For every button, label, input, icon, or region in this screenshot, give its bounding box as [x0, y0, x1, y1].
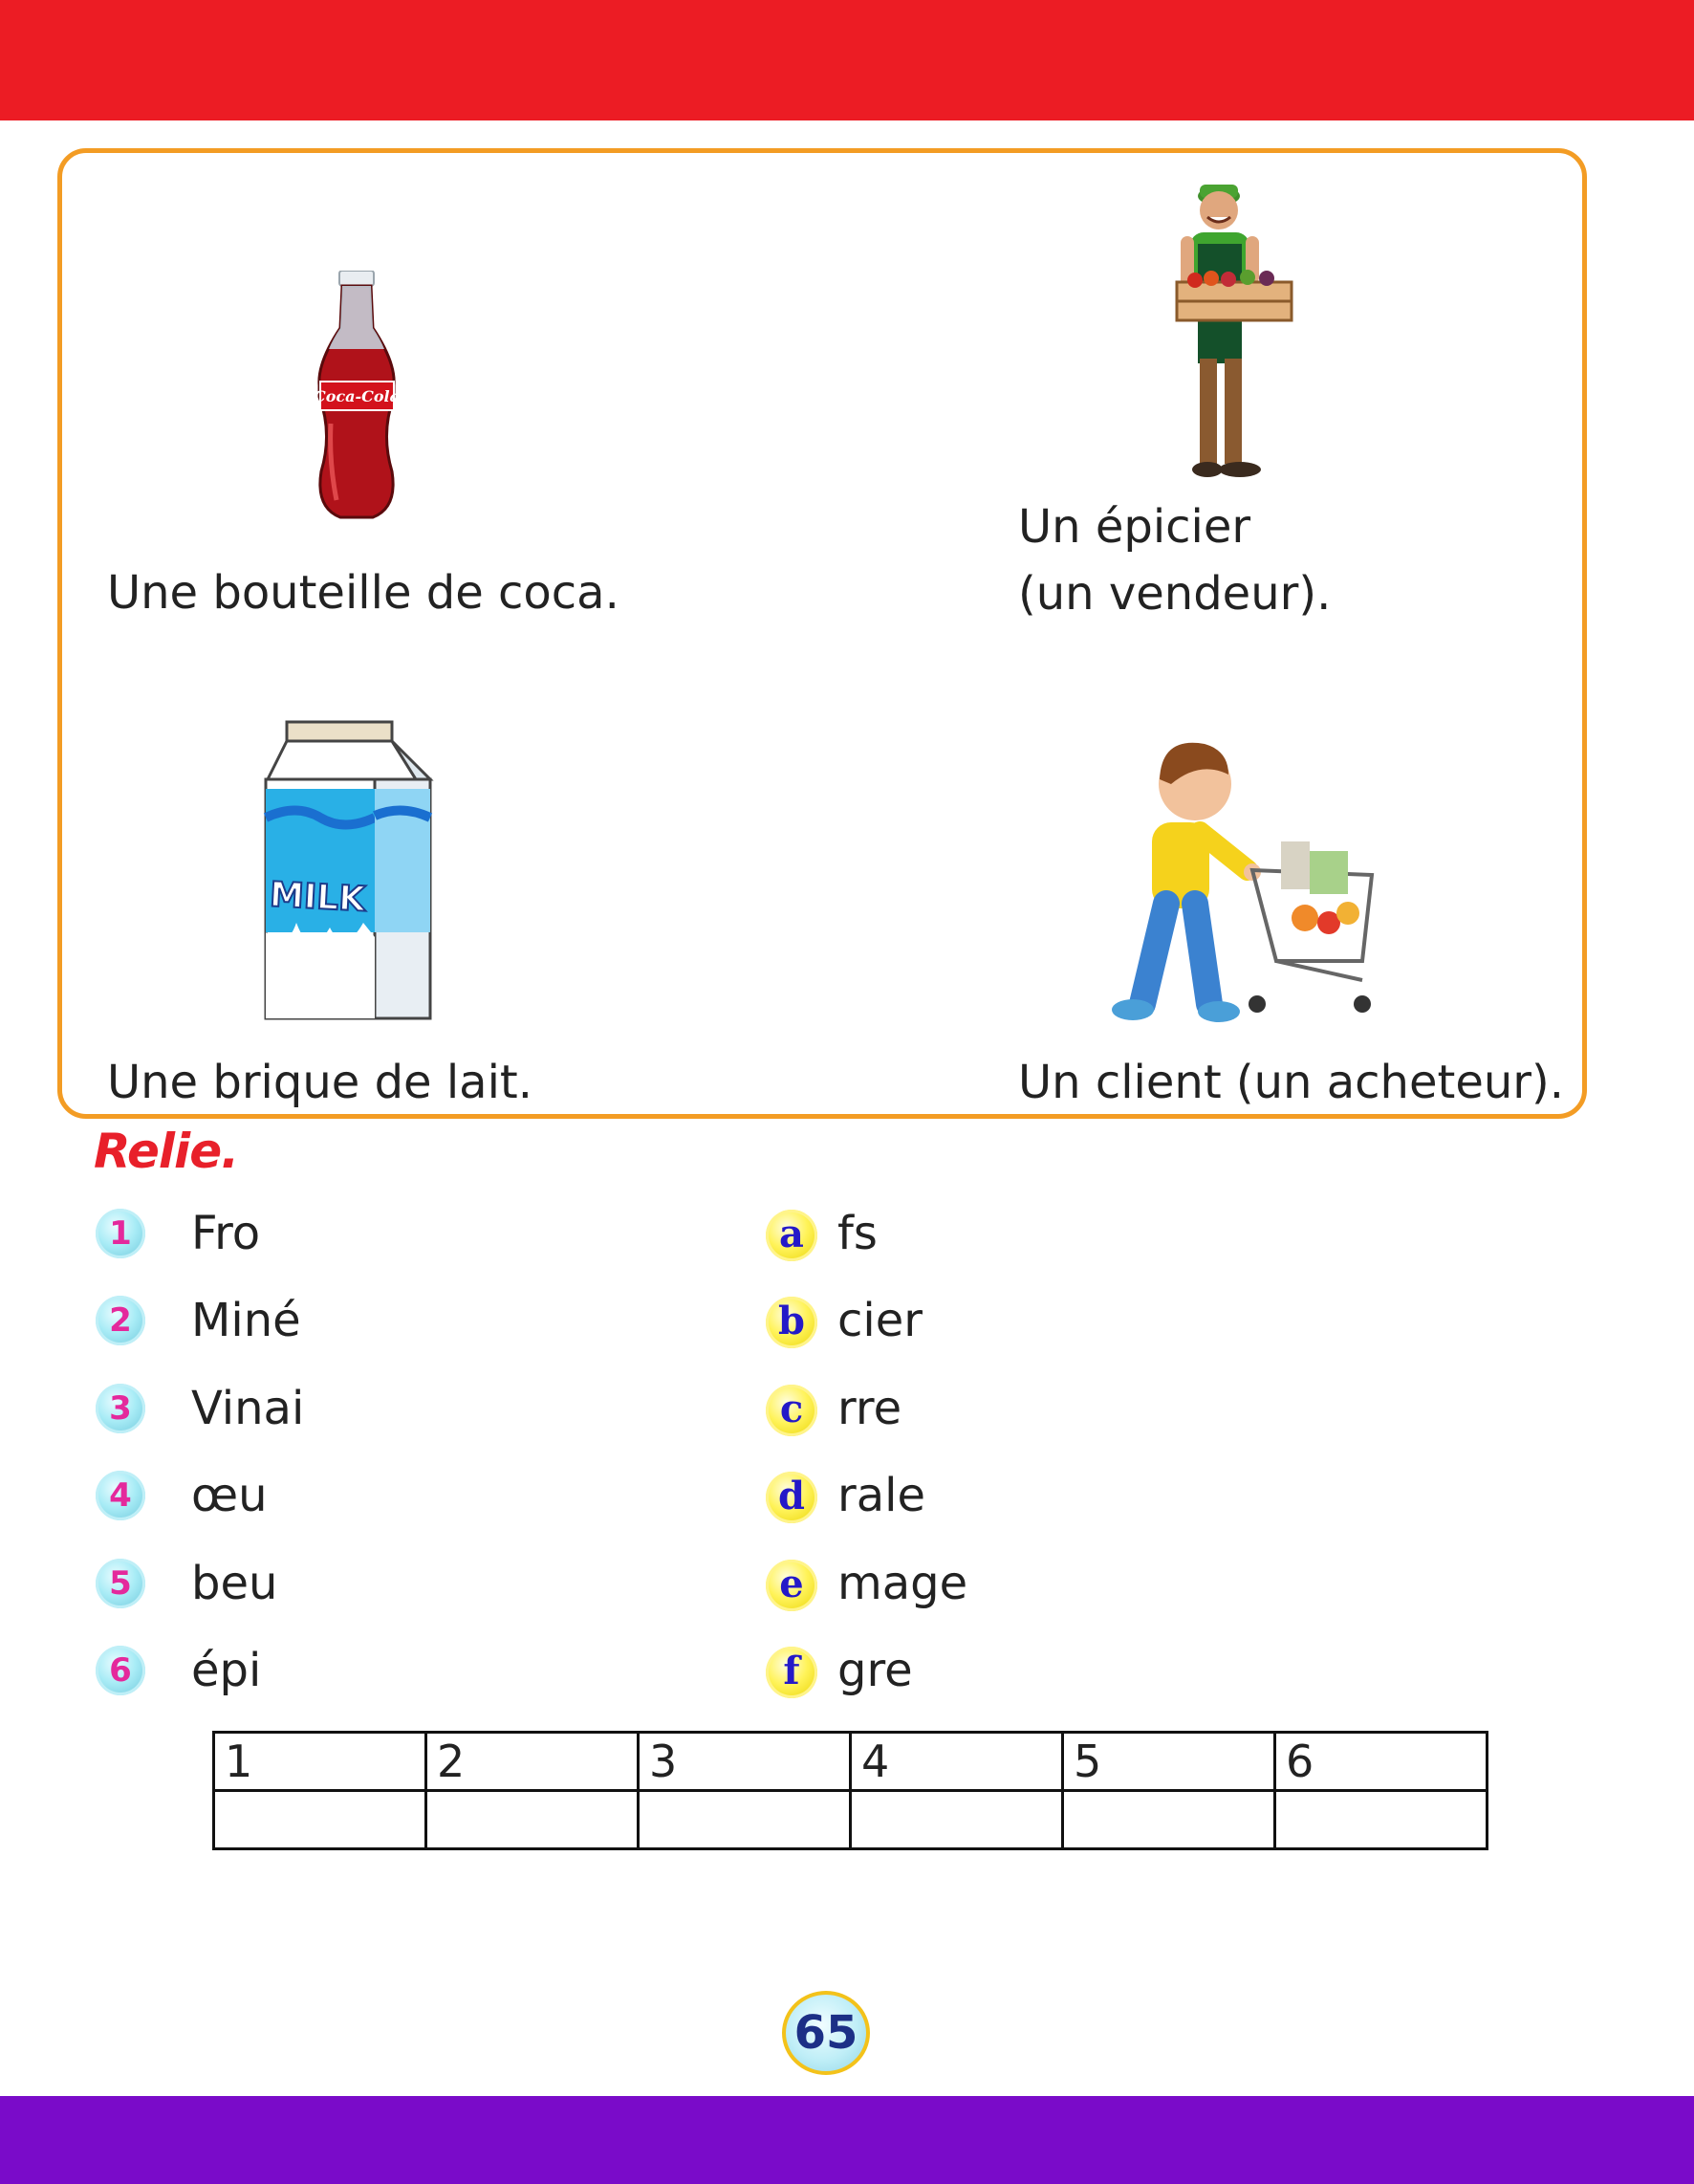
word-fragment: cier: [837, 1294, 923, 1347]
answer-header-cell: 6: [1275, 1733, 1488, 1791]
page-number: 65: [782, 1991, 870, 2075]
caption-grocer-line1: Un épicier: [1018, 500, 1251, 554]
word-fragment: épi: [191, 1644, 262, 1697]
word-fragment: Fro: [191, 1207, 261, 1260]
answer-header-cell: 5: [1063, 1733, 1275, 1791]
milk-text: MILK: [269, 875, 367, 920]
word-fragment: beu: [191, 1557, 278, 1610]
caption-milk: Une brique de lait.: [107, 1056, 532, 1109]
grocer-image: [1152, 167, 1295, 483]
word-fragment: Miné: [191, 1294, 301, 1347]
number-badge: 5: [96, 1559, 145, 1608]
word-fragment: rre: [837, 1382, 902, 1435]
answer-table: [212, 1731, 1488, 1850]
caption-bottle: Une bouteille de coca.: [107, 566, 619, 620]
milk-carton-image: [258, 712, 440, 1028]
answer-cell-5[interactable]: [1063, 1791, 1275, 1849]
answer-header-cell: 4: [851, 1733, 1063, 1791]
answer-header-cell: 2: [426, 1733, 639, 1791]
answer-cell-4[interactable]: [851, 1791, 1063, 1849]
word-fragment: rale: [837, 1469, 926, 1522]
answer-cell-1[interactable]: [214, 1791, 426, 1849]
top-color-band: [0, 0, 1694, 120]
letter-badge: d: [766, 1472, 817, 1523]
coca-cola-bottle-image: [304, 271, 409, 523]
answer-cell-3[interactable]: [639, 1791, 851, 1849]
bottom-color-band: [0, 2096, 1694, 2184]
letter-badge: a: [766, 1210, 817, 1261]
letter-badge: e: [766, 1560, 817, 1611]
number-badge: 4: [96, 1471, 145, 1520]
answer-header-cell: 1: [214, 1733, 426, 1791]
word-fragment: gre: [837, 1644, 913, 1697]
answer-header-cell: 3: [639, 1733, 851, 1791]
number-badge: 1: [96, 1209, 145, 1258]
word-fragment: œu: [191, 1469, 268, 1522]
word-fragment: Vinai: [191, 1382, 305, 1435]
caption-grocer-line2: (un vendeur).: [1018, 567, 1332, 621]
exercise-title: Relie.: [94, 1124, 239, 1179]
boy-with-cart-image: [1085, 727, 1391, 1033]
number-badge: 2: [96, 1296, 145, 1345]
caption-client: Un client (un acheteur).: [1018, 1056, 1564, 1109]
number-badge: 3: [96, 1384, 145, 1433]
answer-cell-2[interactable]: [426, 1791, 639, 1849]
letter-badge: b: [766, 1297, 817, 1348]
answer-table-header-row: [214, 1733, 1488, 1791]
answer-cell-6[interactable]: [1275, 1791, 1488, 1849]
letter-badge: f: [766, 1647, 817, 1698]
number-badge: 6: [96, 1646, 145, 1695]
answer-table-input-row: [214, 1791, 1488, 1849]
letter-badge: c: [766, 1385, 817, 1436]
word-fragment: mage: [837, 1557, 968, 1610]
bottle-logo-text: Coca-Cola: [313, 387, 401, 405]
word-fragment: fs: [837, 1207, 878, 1260]
